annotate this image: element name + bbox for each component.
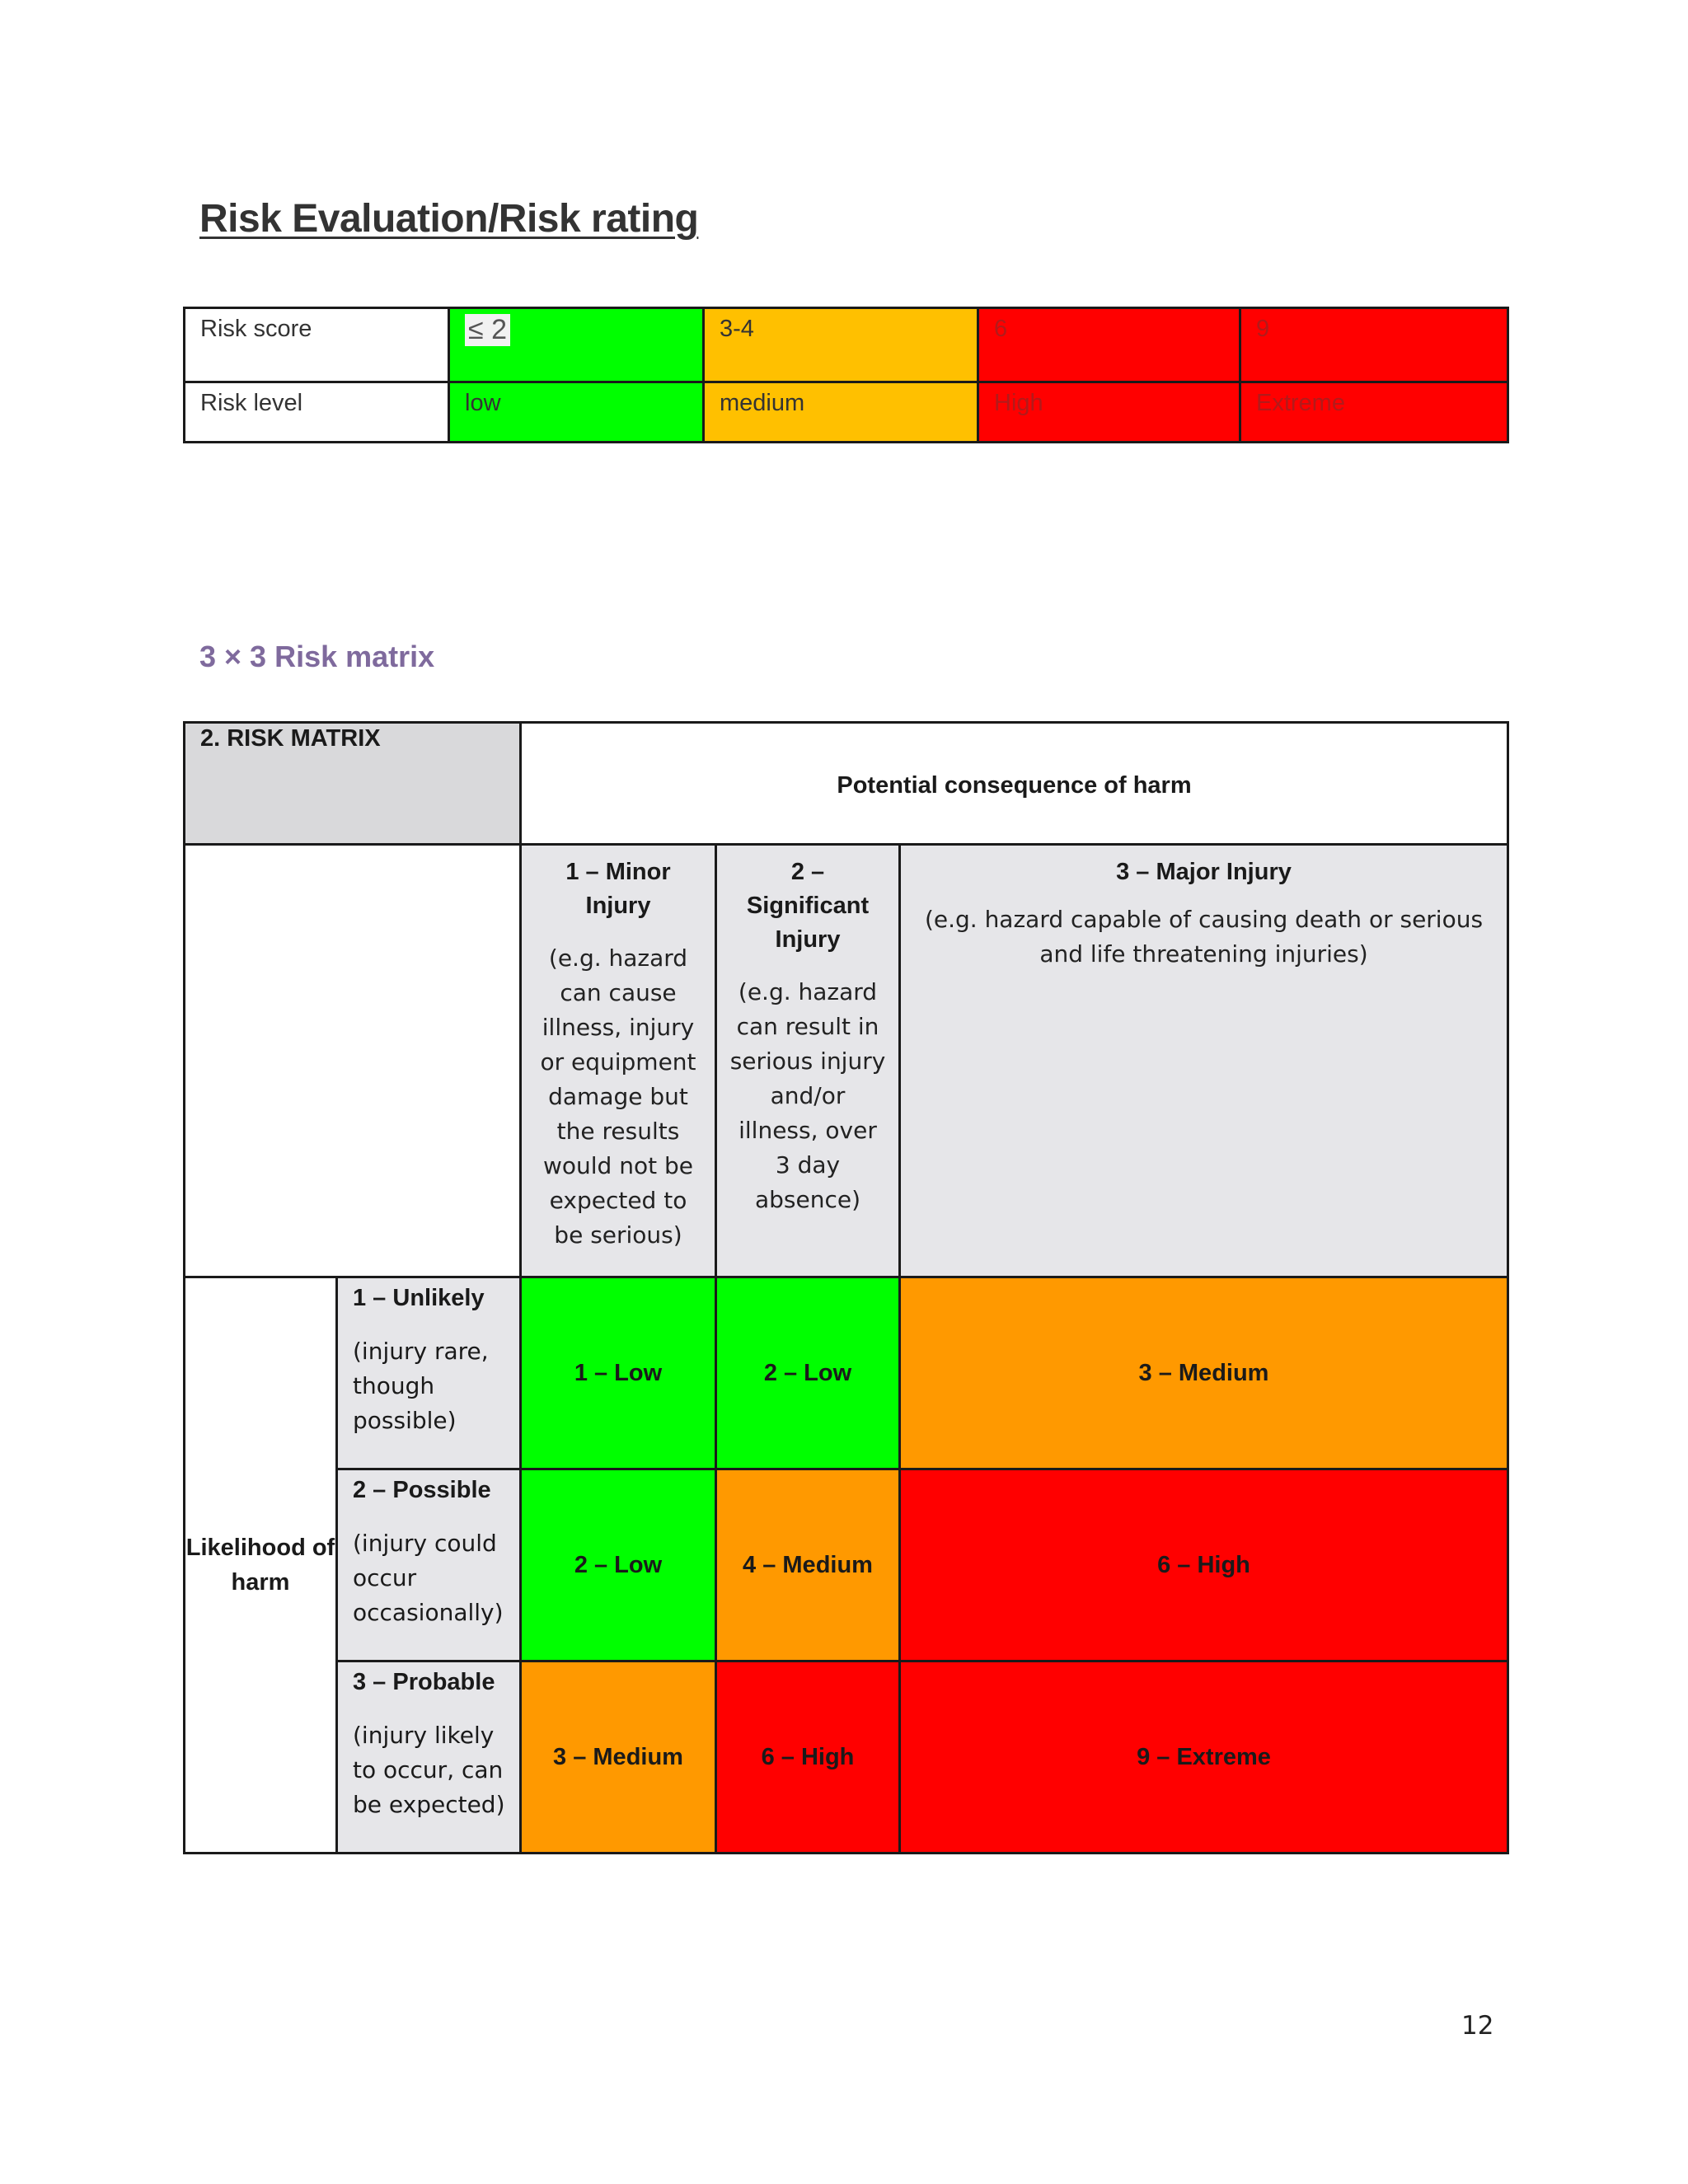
consequence-row [185, 845, 1508, 1277]
consequence-major-title: 3 – Major Injury [1116, 859, 1292, 885]
matrix-cell-2-3: 6 – High [900, 1469, 1508, 1661]
risk-matrix-table [183, 721, 1509, 1854]
likelihood-possible-title: 2 – Possible [353, 1477, 491, 1503]
likelihood-unlikely-title: 1 – Unlikely [353, 1285, 485, 1311]
matrix-cell-2-2: 4 – Medium [716, 1469, 900, 1661]
risk-level-row [185, 382, 1508, 443]
likelihood-probable-title: 3 – Probable [353, 1669, 495, 1695]
risk-level-extreme: Extreme [1240, 382, 1508, 443]
consequence-header: Potential consequence of harm [521, 723, 1508, 845]
risk-level-low: low [449, 382, 704, 443]
risk-rating-table [183, 307, 1509, 443]
likelihood-header: Likelihood of harm [185, 1277, 337, 1854]
likelihood-row-2 [185, 1469, 1508, 1661]
likelihood-probable [337, 1661, 521, 1854]
matrix-cell-3-1: 3 – Medium [521, 1661, 716, 1854]
risk-score-medium: 3-4 [704, 308, 978, 382]
likelihood-probable-description: (injury likely to occur, can be expected) [353, 1722, 505, 1818]
risk-level-label: Risk level [185, 382, 449, 443]
page-title: Risk Evaluation/Risk rating [199, 197, 699, 241]
consequence-minor [521, 845, 716, 1277]
consequence-significant-title: 2 – Significant Injury [746, 859, 870, 953]
page-number: 12 [1461, 2011, 1494, 2041]
matrix-header-row [185, 723, 1508, 845]
consequence-significant [716, 845, 900, 1277]
matrix-title: 2. RISK MATRIX [185, 723, 521, 845]
matrix-cell-3-3: 9 – Extreme [900, 1661, 1508, 1854]
matrix-cell-1-3: 3 – Medium [900, 1277, 1508, 1469]
matrix-cell-3-2: 6 – High [716, 1661, 900, 1854]
matrix-heading: 3 × 3 Risk matrix [199, 640, 435, 673]
blank-corner-cell [185, 845, 521, 1277]
matrix-cell-1-2: 2 – Low [716, 1277, 900, 1469]
risk-score-high: 6 [978, 308, 1240, 382]
risk-level-medium: medium [704, 382, 978, 443]
risk-score-low [449, 308, 704, 382]
likelihood-possible-description: (injury could occur occasionally) [353, 1530, 504, 1626]
likelihood-row-1 [185, 1277, 1508, 1469]
risk-score-low-value: ≤ 2 [465, 314, 510, 346]
consequence-minor-title: 1 – Minor Injury [565, 859, 671, 919]
risk-score-label: Risk score [185, 308, 449, 382]
matrix-cell-1-1: 1 – Low [521, 1277, 716, 1469]
consequence-major [900, 845, 1508, 1277]
consequence-significant-description: (e.g. hazard can result in serious injury and/or illness, over 3 day absence) [729, 978, 886, 1213]
risk-score-extreme: 9 [1240, 308, 1508, 382]
likelihood-row-3 [185, 1661, 1508, 1854]
consequence-minor-description: (e.g. hazard can cause illness, injury or equipment damage but the results would not be expected to be serious) [540, 944, 696, 1249]
likelihood-unlikely [337, 1277, 521, 1469]
consequence-major-description: (e.g. hazard capable of causing death or serious and life threatening injuries) [924, 906, 1484, 968]
likelihood-unlikely-description: (injury rare, though possible) [353, 1338, 489, 1434]
likelihood-possible [337, 1469, 521, 1661]
matrix-cell-2-1: 2 – Low [521, 1469, 716, 1661]
risk-level-high: High [978, 382, 1240, 443]
risk-score-row [185, 308, 1508, 382]
